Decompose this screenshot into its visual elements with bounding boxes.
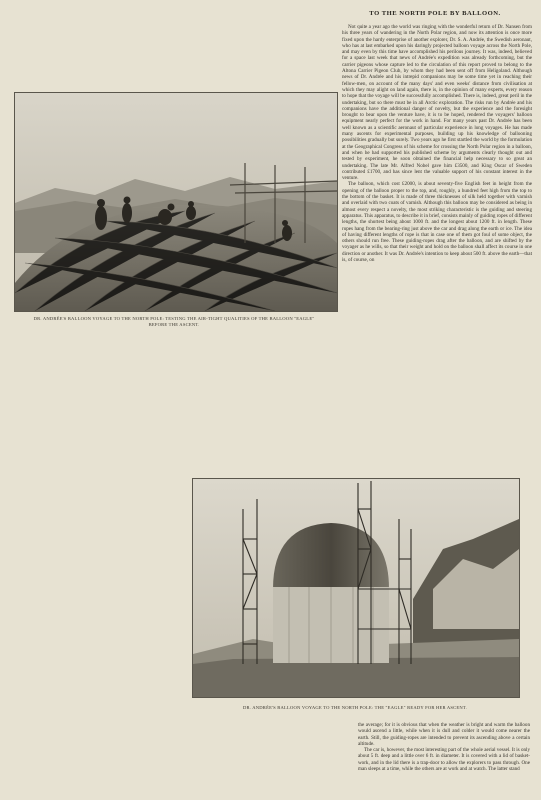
photo-eagle-ready xyxy=(192,478,520,698)
article-paragraph: the average; for it is obvious that when the weather is bright and warm the balloon would ascend a little, while when it is dull and colder it would come nearer the earth. Still, the guiding-ropes are intended to prevent its ascending above a certain altitude. xyxy=(358,722,530,747)
photo-balloon-testing xyxy=(14,92,338,312)
article-title: TO THE NORTH POLE BY BALLOON. xyxy=(369,10,501,17)
article-paragraph: Not quite a year ago the world was ringing with the wonderful return of Dr. Nansen from his three years of wandering in the North Polar region, and now its attention is once more fixed upon the hardy enterprise of another explorer, Dr. S. A. Andrée, the Swedish aeronaut, who has at last embarked upon his daringly projected balloon voyage across the North Pole, and may even by this time have accomplished his perilous journey. It was, indeed, believed for a space last week that news of Andrée's expedition was already forthcoming, but the carrier pigeons whose capture led to the circulation of this report proved to belong to the Altona Carrier Pigeon Club, by whom they had been sent off from Heligoland. Although news of Dr. Andrée and his intrepid companions may be some time yet in reaching their fellow-men, on account of the many days' and even weeks' distance from civilisation at which they may alight on land again, there is, in the opinion of many experts, every reason to hope that the voyage will be successfully accomplished. There is, indeed, great peril in the undertaking, but so there must be in all Arctic exploration. The risks run by Andrée and his companions have the additional danger of novelty, but the experience and the foresight brought to bear upon the venture have, it is to be hoped, rendered the voyagers' balloon equipment nearly perfect for the work in hand. For many years past Dr. Andrée has been well known as a scientific aeronaut of particular experience in long voyages. He has made many ascents for experimental purposes, building up his knowledge of ballooning possibilities gradually but surely. Two years ago he first startled the world by the formulation at the Geographical Congress of his scheme for crossing the North Polar region in a balloon, and when he had supported his published scheme by arguments clearly thought out and tested by experiment, he soon obtained the financial help necessary to so great an undertaking. The late Mr. Alfred Nobel gave him £3500, and King Oscar of Sweden contributed £1700, and has since lent the valuable support of his constant interest in the venture. xyxy=(342,24,532,182)
article-column-continued xyxy=(358,722,530,798)
article-paragraph: The balloon, which cost £2000, is about seventy-five English feet in height from the opening of the balloon proper to the top, and, roughly, a hundred feet high from the top to the bottom of the basket. It is made of three thicknesses of silk held together with varnish and overlaid with two coats of varnish. Although this balloon may be considered as being in almost every respect a novelty, the most striking characteristic is the guiding and steering apparatus. This apparatus, to describe it in brief, consists mainly of guiding ropes of different lengths, the shortest being about 1000 ft. and the longest about 1200 ft. in length. These ropes hang from the bearing-ring just above the car and drag along the earth or ice. The idea of having different lengths of rope is that in case one of them got foul of some object, the others should run free. These guiding-ropes drag after the balloon, and are shifted by the voyager as he wills, so that their weight and hold on the balloon shall affect its course in one direction or another. It was Dr. Andrée's intention to keep about 500 ft. above the earth—that is, of course, on xyxy=(342,181,532,263)
article-paragraph: The car is, however, the most interesting part of the whole aerial vessel. It is only about 5 ft. deep and a little over 6 ft. in diameter. It is covered with a lid of basket-work, and in the lid there is a trap-door to allow the explorers to pass through. One man sleeps at a time, while the others are at work and at watch. The latter stand xyxy=(358,747,530,773)
figure-caption: DR. ANDRÉE'S BALLOON VOYAGE TO THE NORTH POLE: THE "EAGLE" READY FOR HER ASCENT. xyxy=(243,705,467,710)
figure-caption: DR. ANDRÉE'S BALLOON VOYAGE TO THE NORTH POLE: TESTING THE AIR-TIGHT QUALITIES OF THE BALLOON "EAGLE" BEFORE THE ASCENT. xyxy=(33,316,315,327)
article-column xyxy=(342,24,532,464)
